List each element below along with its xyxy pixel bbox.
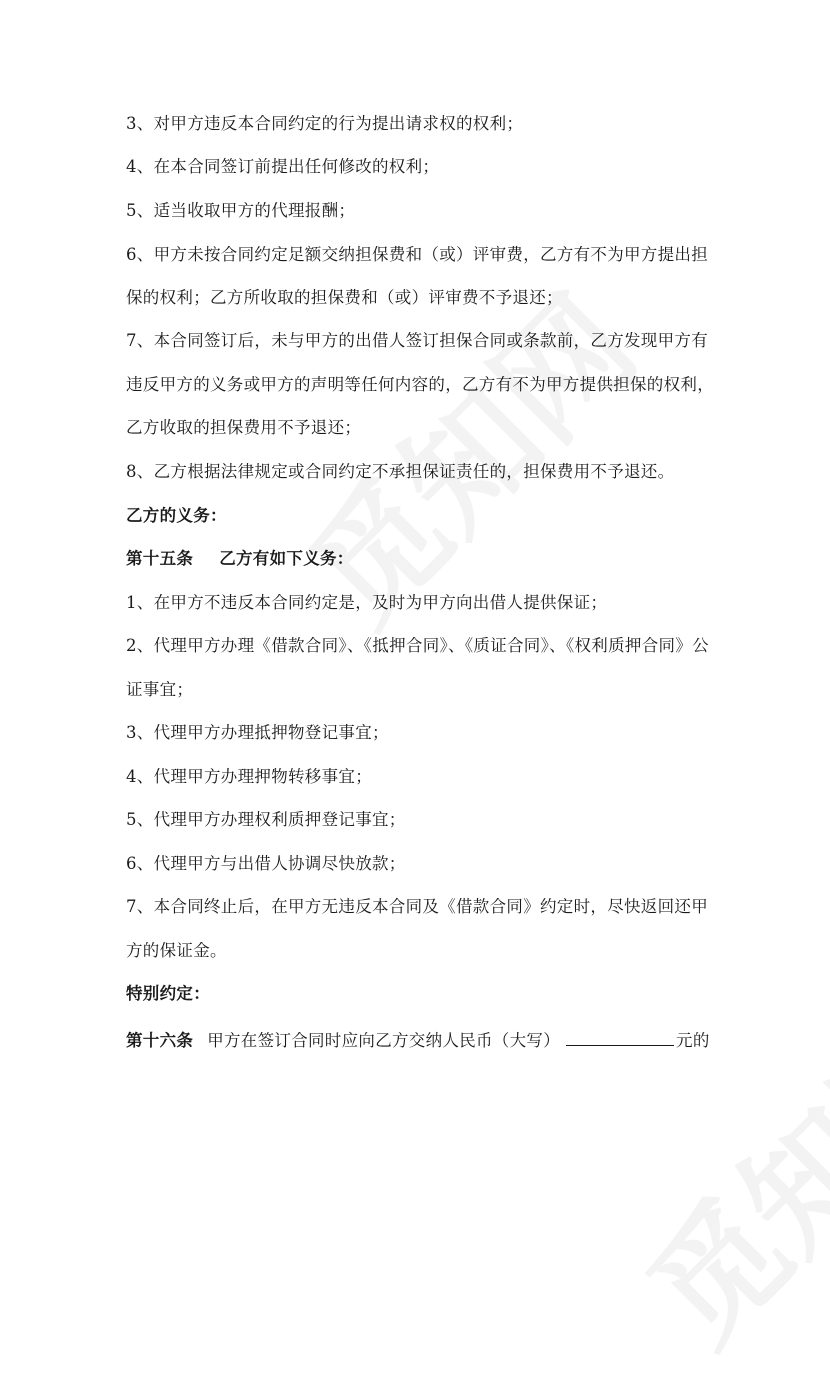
clause-text: 2、代理甲方办理《借款合同》、《抵押合同》、《质证合同》、《权利质押合同》公 [126, 636, 709, 655]
section-heading: 特别约定： [126, 984, 210, 1003]
clause-text: 4、在本合同签订前提出任何修改的权利； [126, 157, 440, 176]
clause-text: 8、乙方根据法律规定或合同约定不承担保证责任的，担保费用不予退还。 [126, 462, 675, 481]
clause-text: 3、代理甲方办理抵押物登记事宜； [126, 723, 389, 742]
clause-text: 违反甲方的义务或甲方的声明等任何内容的，乙方有不为甲方提供担保的权利， [126, 375, 714, 394]
clause-text: 3、对甲方违反本合同约定的行为提出请求权的权利； [126, 114, 524, 133]
clause-text: 4、代理甲方办理押物转移事宜； [126, 767, 372, 786]
article-label: 第十六条 [126, 1031, 194, 1050]
article-16-line [126, 1027, 726, 1052]
clause-text: 乙方收取的担保费用不予退还； [126, 418, 362, 437]
clause-text: 5、代理甲方办理权利质押登记事宜； [126, 810, 406, 829]
clause-text: 7、本合同终止后，在甲方无违反本合同及《借款合同》约定时，尽快返回还甲 [126, 897, 708, 916]
clause-text: 保的权利；乙方所收取的担保费和（或）评审费不予退还； [126, 288, 563, 307]
clause-text: 6、代理甲方与出借人协调尽快放款； [126, 854, 406, 873]
clause-text: 5、适当收取甲方的代理报酬； [126, 201, 356, 220]
clause-text: 方的保证金。 [126, 941, 227, 960]
article-label: 第十五条 [126, 549, 194, 568]
section-heading: 乙方的义务： [126, 506, 227, 525]
clause-text: 证事宜； [126, 680, 194, 699]
article-text: 甲方在签订合同时应向乙方交纳人民币（大写） [207, 1031, 561, 1050]
article-text-suffix: 元的 [676, 1031, 710, 1050]
article-15-heading [126, 548, 726, 570]
amount-blank-field[interactable] [566, 1027, 674, 1046]
clause-text: 7、本合同签订后，未与甲方的出借人签订担保合同或条款前，乙方发现甲方有 [126, 331, 708, 350]
clause-text: 1、在甲方不违反本合同约定是，及时为甲方向出借人提供保证； [126, 593, 608, 612]
clause-text: 6、甲方未按合同约定足额交纳担保费和（或）评审费，乙方有不为甲方提出担 [126, 245, 708, 264]
article-title: 乙方有如下义务： [219, 549, 354, 568]
